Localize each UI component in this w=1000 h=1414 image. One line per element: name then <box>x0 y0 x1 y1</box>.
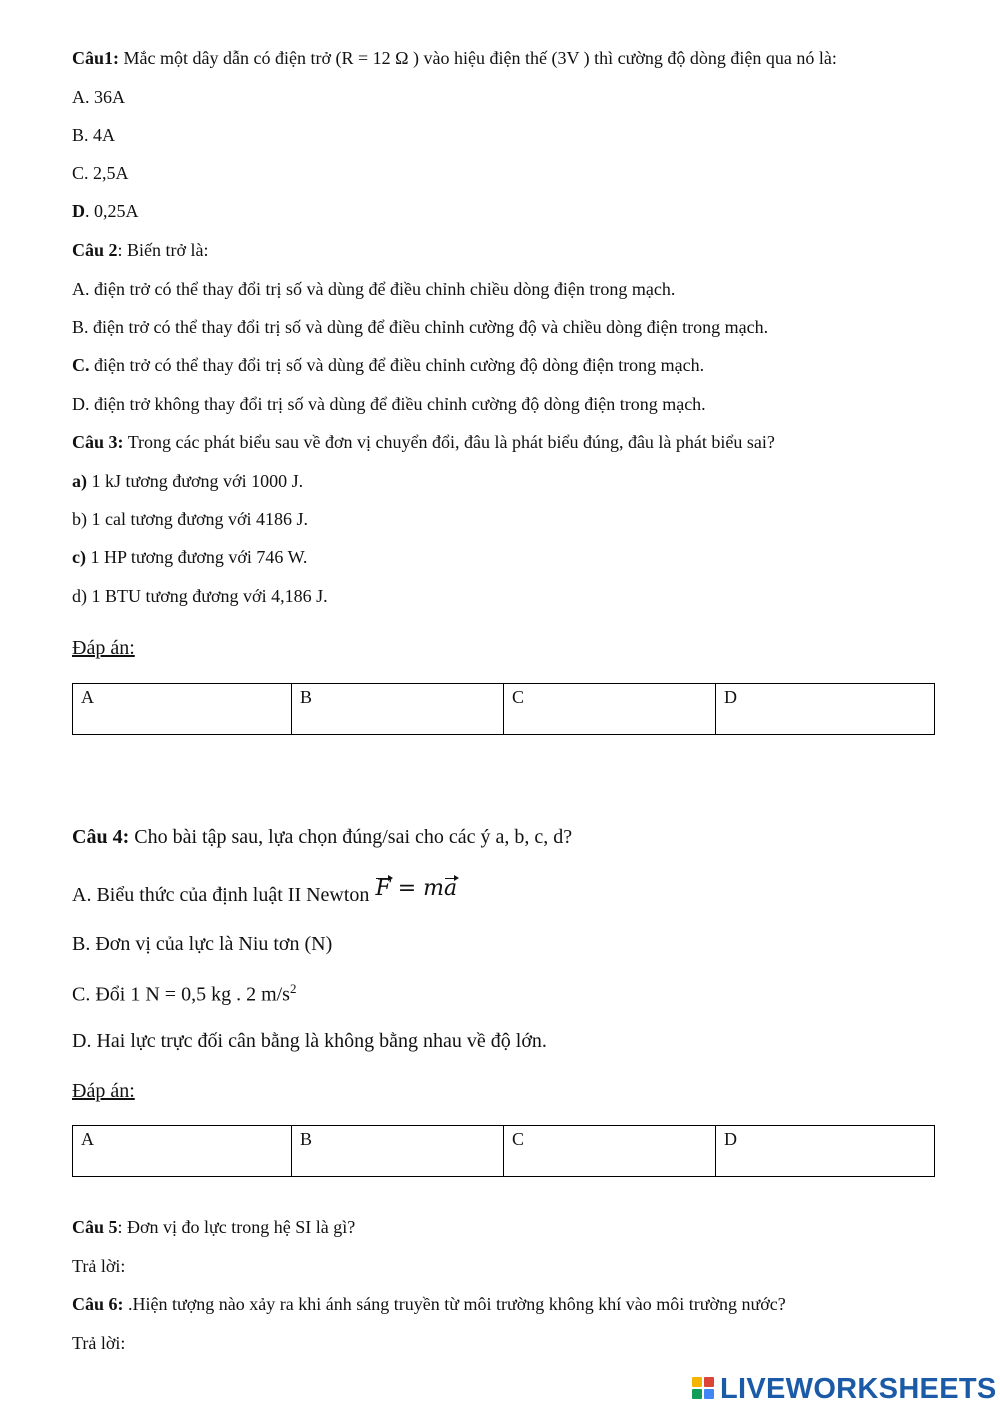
brand-name: LIVEWORKSHEETS <box>720 1372 997 1405</box>
answer-cell-c[interactable] <box>504 684 716 735</box>
live-blocks-icon <box>692 1377 716 1401</box>
question-label: Câu 5 <box>72 1217 118 1237</box>
q1-option-c: C. 2,5A <box>72 163 129 183</box>
answer-cell-label: D <box>724 1129 737 1149</box>
answer-cell-label: C <box>512 1129 525 1149</box>
q4-option-d: D. Hai lực trực đối cân bằng là không bằng nhau về độ lớn. <box>72 1030 547 1052</box>
q3-answer-table <box>72 683 935 735</box>
q3-statement-b: b) 1 cal tương đương với 4186 J. <box>72 509 309 529</box>
answer-cell-label: A <box>81 687 94 707</box>
question-label: Câu 2 <box>72 240 118 260</box>
formula-equals: = m <box>390 876 444 901</box>
answer-cell-a[interactable] <box>73 1126 292 1177</box>
question-text: .Hiện tượng nào xảy ra khi ánh sáng truyền từ môi trường không khí vào môi trường nước? <box>123 1294 786 1314</box>
question-6-stem <box>72 1294 786 1316</box>
q1-option-b: B. 4A <box>72 125 116 145</box>
question-label: Câu 3: <box>72 432 124 452</box>
answer-cell-label: B <box>300 1129 313 1149</box>
option-letter: C. <box>72 355 90 375</box>
answer-cell-c[interactable] <box>504 1126 716 1177</box>
q4-answer-table <box>72 1125 935 1177</box>
q6-answer-prompt: Trả lời: <box>72 1333 126 1353</box>
question-text: Trong các phát biểu sau về đơn vị chuyển đổi, đâu là phát biểu đúng, đâu là phát biểu sai? <box>123 432 775 452</box>
q4-option-a <box>72 876 458 908</box>
answer-cell-label: D <box>724 687 737 707</box>
q3-answer-label: Đáp án: <box>72 637 135 659</box>
option-letter: D <box>72 201 85 221</box>
option-text: A. Biểu thức của định luật II Newton <box>72 884 370 906</box>
statement-letter: a) <box>72 471 87 491</box>
q5-answer-prompt: Trả lời: <box>72 1256 126 1276</box>
q4-option-b: B. Đơn vị của lực là Niu tơn (N) <box>72 933 333 955</box>
option-text: C. Đổi 1 N = 0,5 kg . 2 m/s <box>72 983 290 1006</box>
q1-option-a: A. 36A <box>72 87 125 107</box>
force-vector: F <box>375 876 391 901</box>
question-text: Mắc một dây dẫn có điện trở (R = 12 Ω ) vào hiệu điện thế (3V ) thì cường độ dòng điện qua nó là: <box>119 48 837 68</box>
answer-cell-a[interactable] <box>73 684 292 735</box>
statement-text: 1 kJ tương đương với 1000 J. <box>87 471 304 491</box>
answer-cell-label: B <box>300 687 313 707</box>
statement-letter: c) <box>72 547 86 567</box>
acceleration-vector: a <box>443 876 458 901</box>
question-text: : Đơn vị đo lực trong hệ SI là gì? <box>117 1217 356 1237</box>
question-label: Câu 4: <box>72 826 130 848</box>
exponent: 2 <box>289 981 297 996</box>
q2-option-c <box>72 355 704 377</box>
q1-option-d <box>72 201 139 223</box>
answer-cell-label: C <box>512 687 525 707</box>
q2-option-d: D. điện trở không thay đổi trị số và dùng để điều chỉnh cường độ dòng điện trong mạch. <box>72 394 706 414</box>
q3-statement-c <box>72 547 307 569</box>
answer-cell-d[interactable] <box>716 1126 935 1177</box>
question-5-stem <box>72 1217 355 1239</box>
answer-cell-b[interactable] <box>292 684 504 735</box>
q4-answer-label: Đáp án: <box>72 1080 135 1102</box>
question-3-stem <box>72 432 775 454</box>
q4-option-c <box>72 981 296 1007</box>
question-2-stem <box>72 240 209 262</box>
answer-cell-label: A <box>81 1129 94 1149</box>
question-text: : Biến trở là: <box>117 240 209 260</box>
question-text: Cho bài tập sau, lựa chọn đúng/sai cho các ý a, b, c, d? <box>129 826 573 848</box>
statement-text: 1 HP tương đương với 746 W. <box>85 547 308 567</box>
question-label: Câu 6: <box>72 1294 124 1314</box>
question-1-stem <box>72 48 837 70</box>
q2-option-a: A. điện trở có thể thay đổi trị số và dùng để điều chỉnh chiều dòng điện trong mạch. <box>72 279 676 299</box>
option-text: . 0,25A <box>85 201 139 221</box>
question-4-stem <box>72 825 572 849</box>
option-text: điện trở có thể thay đổi trị số và dùng để điều chỉnh cường độ dòng điện trong mạch. <box>89 355 705 375</box>
answer-cell-d[interactable] <box>716 684 935 735</box>
q3-statement-d: d) 1 BTU tương đương với 4,186 J. <box>72 586 328 606</box>
q3-statement-a <box>72 471 303 493</box>
question-label: Câu1: <box>72 48 120 68</box>
q2-option-b: B. điện trở có thể thay đổi trị số và dùng để điều chỉnh cường độ và chiều dòng điện trong mạch. <box>72 317 769 337</box>
newton-formula <box>375 876 457 901</box>
liveworksheets-logo[interactable] <box>692 1374 997 1404</box>
answer-cell-b[interactable] <box>292 1126 504 1177</box>
